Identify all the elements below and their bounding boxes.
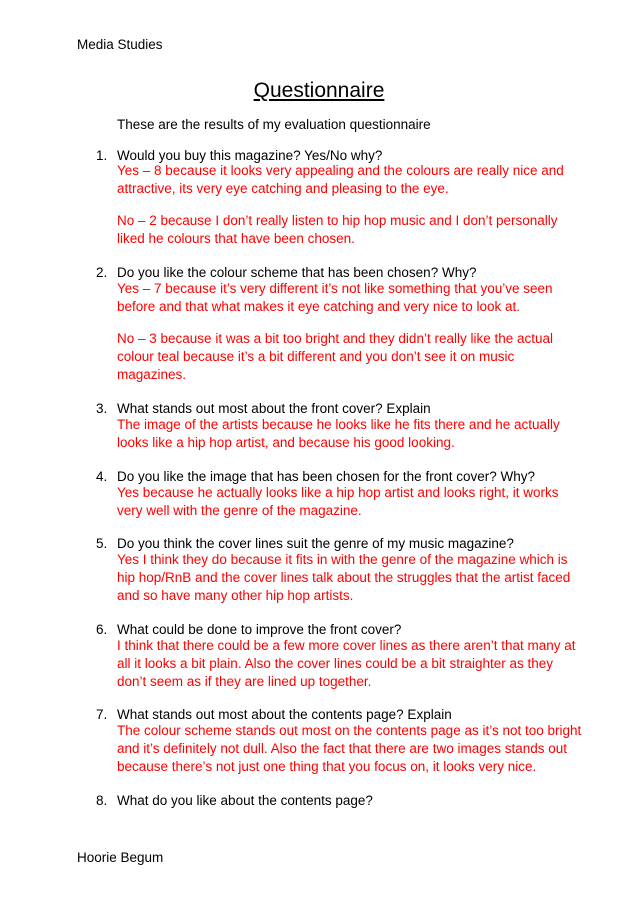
answer-line: before and that what makes it eye catching and very nice to look at. [117,299,520,314]
answer-block [117,637,576,691]
answer-line: No – 3 because it was a bit too bright and they didn’t really like the actual [117,331,554,346]
answer-block [117,330,553,384]
question-text: Do you like the image that has been chosen for the front cover? Why? [117,469,535,484]
answer-block [117,416,560,452]
answer-line: liked he colours that have been chosen. [117,231,355,246]
answer-line: very well with the genre of the magazine. [117,503,362,518]
answer-block [117,162,564,198]
question-text: What could be done to improve the front cover? [117,622,402,637]
question-number: 6. [96,622,108,637]
answer-line: No – 2 because I don’t really listen to hip hop music and I don’t personally [117,213,558,228]
question-number: 7. [96,707,108,722]
answer-line: I think that there could be a few more cover lines as there aren’t that many at [117,638,576,653]
answer-line: Yes because he actually looks like a hip hop artist and looks right, it works [117,485,559,500]
page-title: Questionnaire [253,79,385,102]
question-number: 5. [96,536,108,551]
question-text: Do you like the colour scheme that has been chosen? Why? [117,265,477,280]
answer-line: all it looks a bit plain. Also the cover lines could be a bit straighter as they [117,656,553,671]
question-number: 1. [96,148,108,163]
answer-block [117,722,581,776]
answer-block [117,280,553,316]
answer-line: attractive, its very eye catching and pleasing to the eye. [117,181,449,196]
answer-block [117,212,558,248]
answer-line: because there’s not just one thing that you focus on, it looks very nice. [117,759,537,774]
answer-line: magazines. [117,367,187,382]
answer-block [117,484,559,520]
answer-line: and so have many other hip hop artists. [117,588,354,603]
question-text: Do you think the cover lines suit the genre of my music magazine? [117,536,514,551]
answer-line: hip hop/RnB and the cover lines talk about the struggles that the artist faced [117,570,571,585]
question-number: 2. [96,265,108,280]
answer-line: don’t seem as if they are lined up together. [117,674,372,689]
answer-line: colour teal because it’s a bit different and you don’t see it on music [117,349,515,364]
answer-line: The image of the artists because he looks like he fits there and he actually [117,417,560,432]
question-text: What do you like about the contents page? [117,793,373,808]
page-footer: Hoorie Begum [77,850,164,865]
answer-line: looks like a hip hop artist, and because his good looking. [117,435,455,450]
question-number: 8. [96,793,108,808]
question-text: What stands out most about the front cover? Explain [117,401,431,416]
intro-text: These are the results of my evaluation questionnaire [117,117,431,132]
answer-line: Yes – 7 because it’s very different it’s not like something that you’ve seen [117,281,553,296]
answer-line: and it’s definitely not dull. Also the fact that there are two images stands out [117,741,568,756]
answer-line: Yes I think they do because it fits in with the genre of the magazine which is [117,552,568,567]
question-text: Would you buy this magazine? Yes/No why? [117,148,383,163]
answer-line: Yes – 8 because it looks very appealing and the colours are really nice and [117,163,564,178]
answer-block [117,551,570,605]
question-number: 3. [96,401,108,416]
question-number: 4. [96,469,108,484]
page-header: Media Studies [77,37,163,52]
answer-line: The colour scheme stands out most on the contents page as it’s not too bright [117,723,582,738]
question-text: What stands out most about the contents page? Explain [117,707,452,722]
